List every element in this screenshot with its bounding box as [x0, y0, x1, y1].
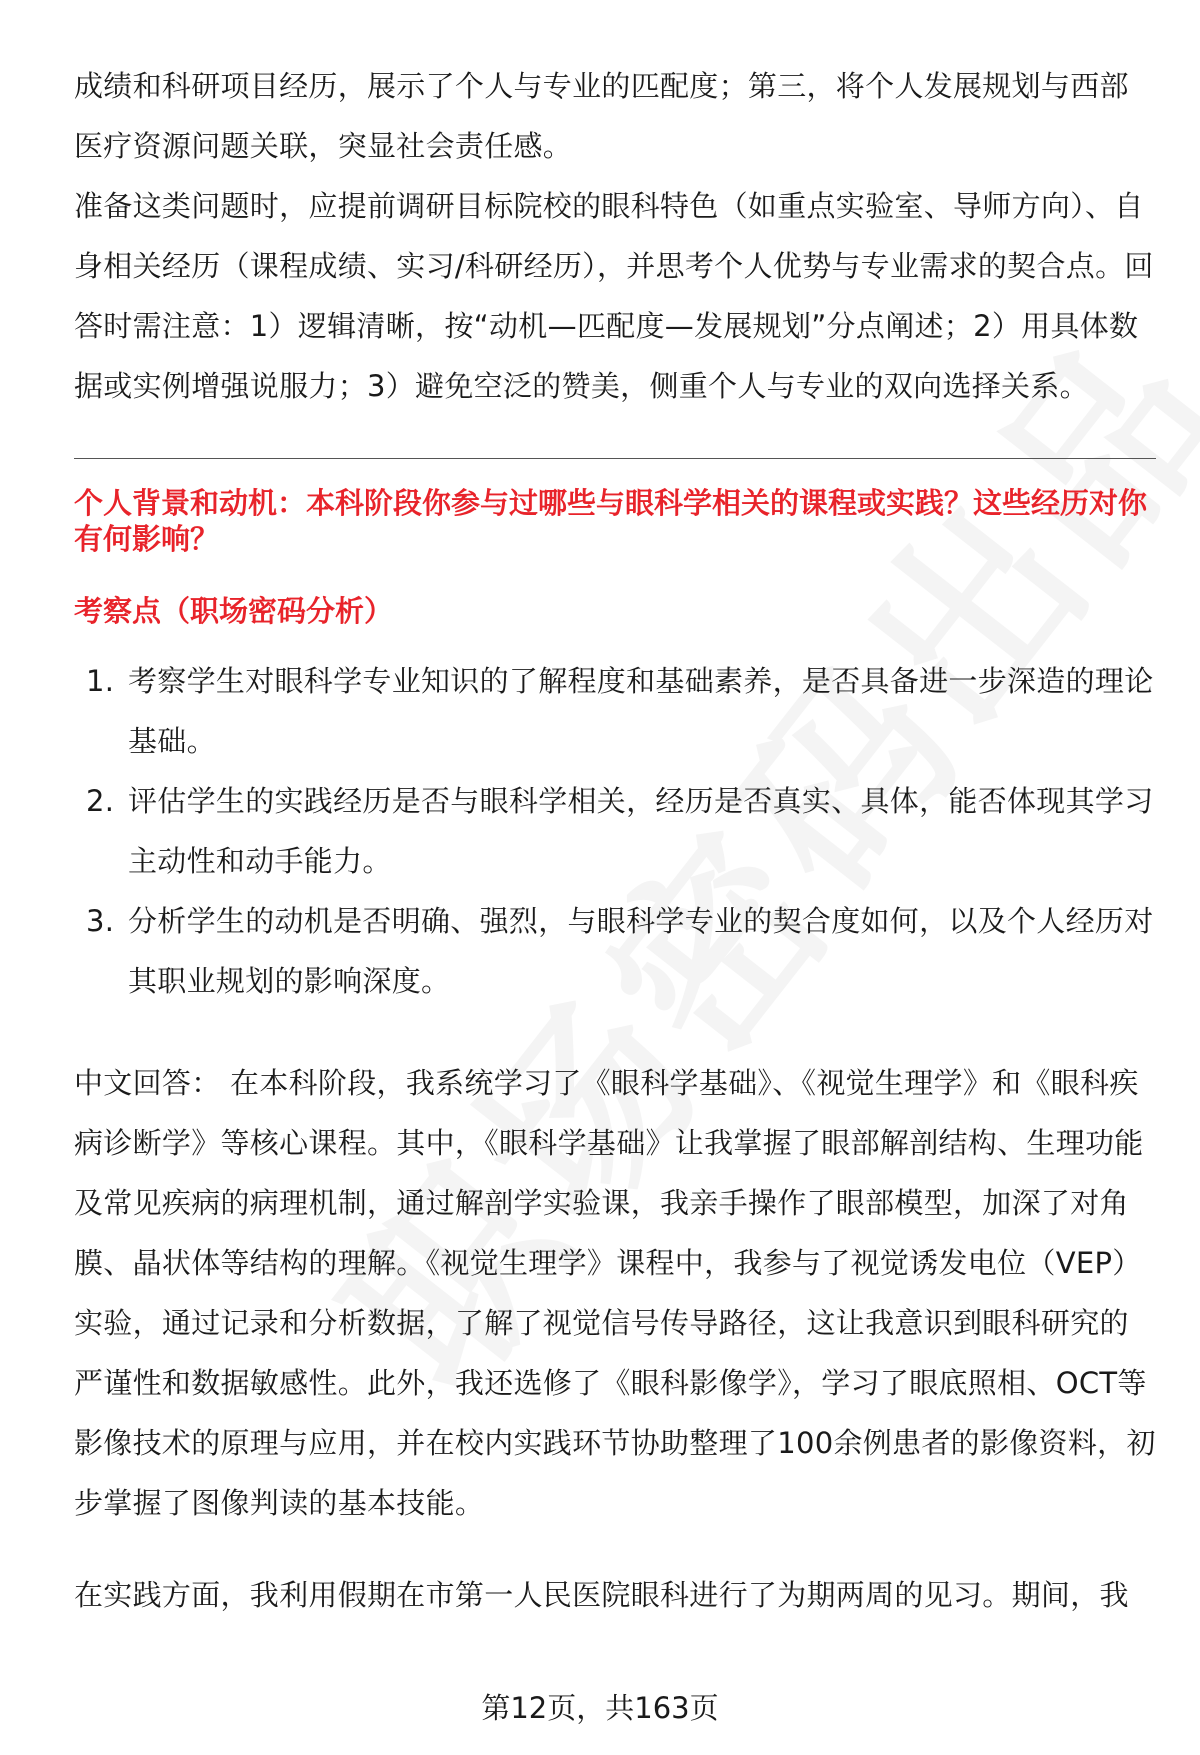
- practice-paragraph: 在实践方面，我利用假期在市第一人民医院眼科进行了为期两周的见习。期间，我: [74, 1578, 1129, 1612]
- paragraph-continued: 成绩和科研项目经历，展示了个人与专业的匹配度；第三，将个人发展规划与西部医疗资源问题关联，突显社会责任感。: [74, 69, 1129, 163]
- list-item: [74, 891, 1156, 1011]
- page-content: [74, 56, 1156, 1625]
- assessment-points-heading: 考察点（职场密码分析）: [74, 594, 394, 628]
- list-item-number: 2.: [86, 784, 115, 818]
- list-item-text: 评估学生的实践经历是否与眼科学相关，经历是否真实、具体，能否体现其学习主动性和动手能力。: [128, 784, 1154, 878]
- section-divider: [74, 458, 1156, 459]
- question-title: 个人背景和动机：本科阶段你参与过哪些与眼科学相关的课程或实践？这些经历对你有何影响？: [74, 486, 1148, 556]
- list-item: [74, 771, 1156, 891]
- list-item-text: 考察学生对眼科学专业知识的了解程度和基础素养，是否具备进一步深造的理论基础。: [128, 664, 1154, 758]
- assessment-points-list: [74, 651, 1156, 1011]
- list-item-text: 分析学生的动机是否明确、强烈，与眼科学专业的契合度如何，以及个人经历对其职业规划的影响深度。: [128, 904, 1154, 998]
- paragraph-preparation-tips: 准备这类问题时，应提前调研目标院校的眼科特色（如重点实验室、导师方向）、自身相关经历（课程成绩、实习/科研经历），并思考个人优势与专业需求的契合点。回答时需注意：1）逻辑清晰，按“动机—匹配度—发展规划”分点阐述；2）用具体数据或实例增强说服力；3）避免空泛的赞美，侧重个人与专业的双向选择关系。: [74, 189, 1154, 403]
- list-item-number: 3.: [86, 904, 115, 938]
- page-number-footer: 第12页，共163页: [481, 1691, 719, 1725]
- list-item-number: 1.: [86, 664, 115, 698]
- list-item: [74, 651, 1156, 771]
- chinese-answer-paragraph: 中文回答： 在本科阶段，我系统学习了《眼科学基础》、《视觉生理学》和《眼科疾病诊断学》等核心课程。其中，《眼科学基础》让我掌握了眼部解剖结构、生理功能及常见疾病的病理机制，通过解剖学实验课，我亲手操作了眼部模型，加深了对角膜、晶状体等结构的理解。《视觉生理学》课程中，我参与了视觉诱发电位（VEP）实验，通过记录和分析数据，了解了视觉信号传导路径，这让我意识到眼科研究的严谨性和数据敏感性。此外，我还选修了《眼科影像学》，学习了眼底照相、OCT等影像技术的原理与应用，并在校内实践环节协助整理了100余例患者的影像资料，初步掌握了图像判读的基本技能。: [74, 1066, 1156, 1520]
